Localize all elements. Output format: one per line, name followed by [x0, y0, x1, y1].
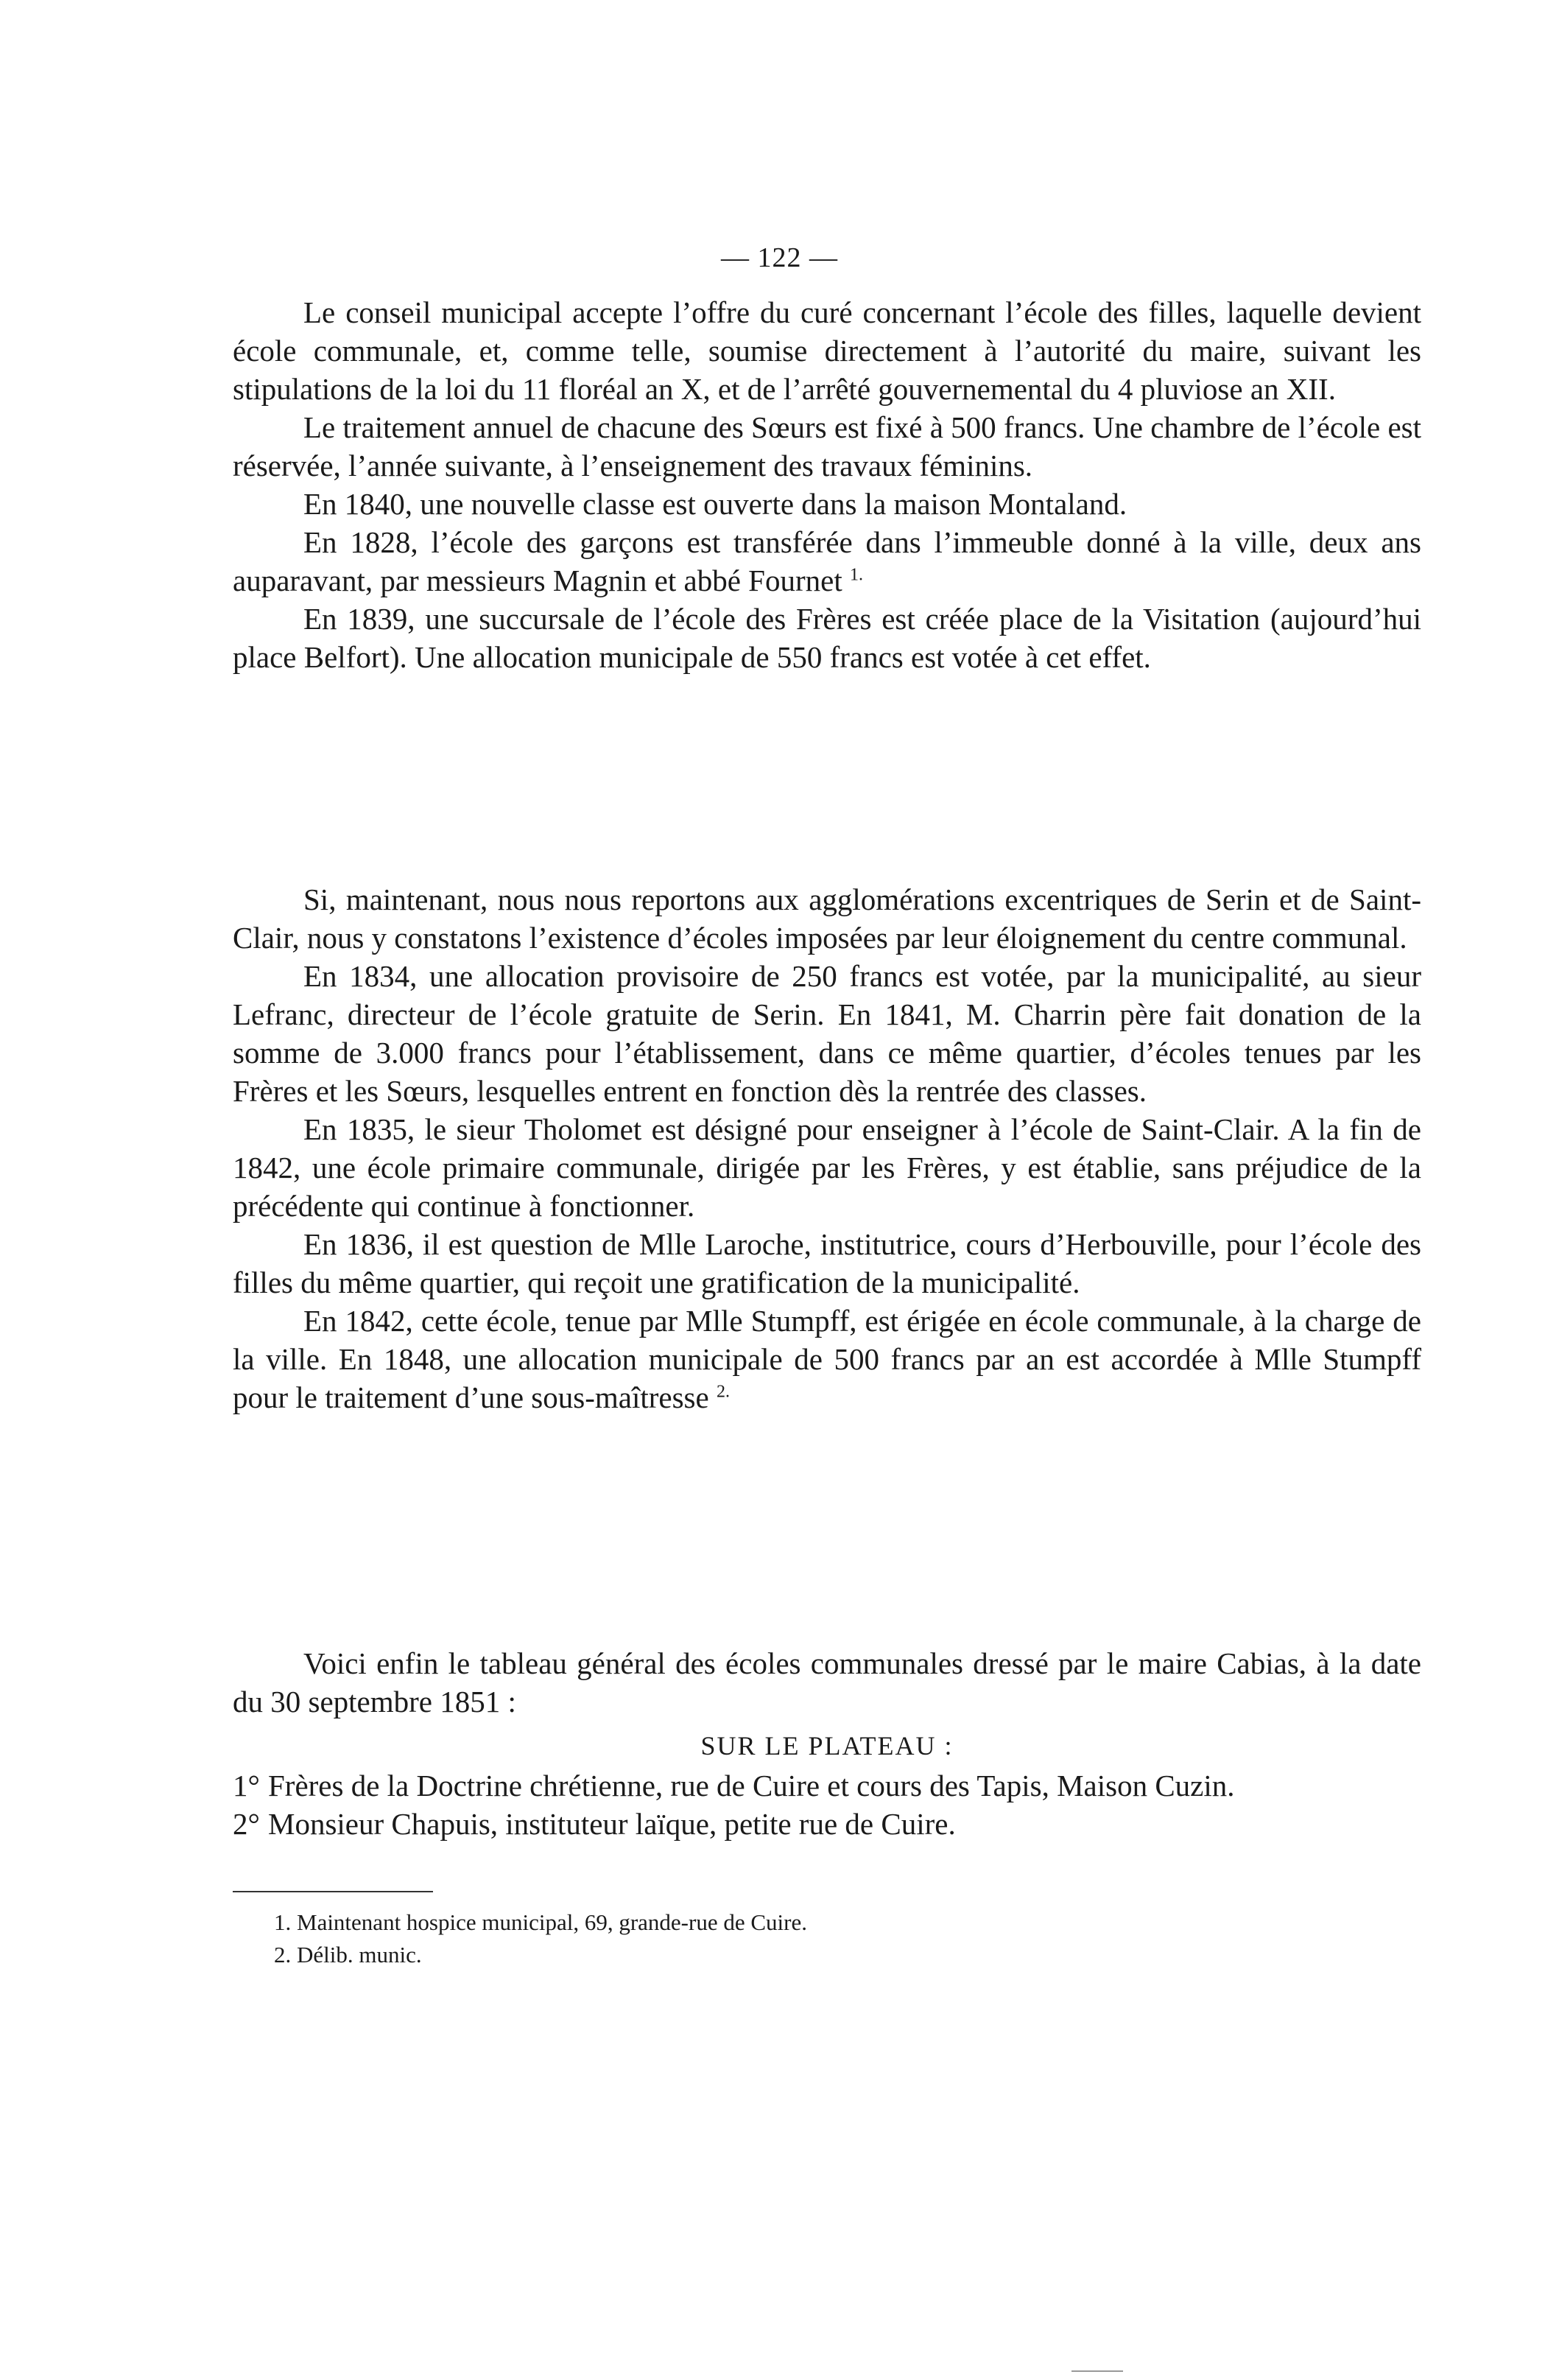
paragraph-group-school-table — [233, 1644, 1421, 1843]
paragraph-text: En 1842, cette école, tenue par Mlle Stumpff, est érigée en école communale, à la charge de la ville. En 1848, une allocation municipale de 500 francs par an est accordée à Mlle Stumpff pour le traitement d’une sous-maîtresse — [233, 1304, 1421, 1414]
paragraph: En 1834, une allocation provisoire de 250 francs est votée, par la municipalité, au sieur Lefranc, directeur de l’école gratuite de Serin. En 1841, M. Charrin père fait donation de la somme de 3.000 francs pour l’établissement, dans ce même quartier, d’écoles tenues par les Frères et les Sœurs, lesquelles entrent en fonction dès la rentrée des classes. — [233, 959, 1421, 1108]
paragraph-group-serin-saint-clair — [233, 880, 1421, 1417]
page-number: — 122 — — [721, 242, 838, 273]
section-heading: SUR LE PLATEAU : — [700, 1731, 954, 1761]
paragraph — [233, 1302, 1421, 1417]
footnote-reference: 1. — [849, 565, 863, 585]
list-item — [233, 1766, 1421, 1805]
footnotes — [233, 1906, 1264, 1971]
paragraph: En 1840, une nouvelle classe est ouverte dans la maison Montaland. — [303, 487, 1127, 521]
footnote: 1. Maintenant hospice municipal, 69, grande-rue de Cuire. — [274, 1909, 807, 1935]
page-edge-mark — [1071, 2370, 1123, 2372]
paragraph — [233, 523, 1421, 600]
list-item — [233, 1805, 1421, 1843]
footnote-reference: 2. — [716, 1382, 730, 1402]
list-item-number: 2° — [233, 1807, 260, 1841]
paragraph: En 1839, une succursale de l’école des Frères est créée place de la Visitation (aujourd’hui place Belfort). Une allocation municipale de 550 francs est votée à cet effet. — [233, 602, 1421, 674]
list-item-text: Frères de la Doctrine chrétienne, rue de Cuire et cours des Tapis, Maison Cuzin. — [268, 1769, 1235, 1802]
paragraph: En 1836, il est question de Mlle Laroche, institutrice, cours d’Herbouville, pour l’école des filles du même quartier, qui reçoit une gratification de la municipalité. — [233, 1227, 1421, 1299]
paragraph: Voici enfin le tableau général des écoles communales dressé par le maire Cabias, à la date du 30 septembre 1851 : — [233, 1646, 1421, 1719]
paragraph: En 1835, le sieur Tholomet est désigné pour enseigner à l’école de Saint-Clair. A la fin de 1842, une école primaire communale, dirigée par les Frères, y est établie, sans préjudice de la précédente qui continue à fonctionner. — [233, 1112, 1421, 1223]
list-item-number: 1° — [233, 1769, 260, 1802]
paragraph-text: En 1828, l’école des garçons est transférée dans l’immeuble donné à la ville, deux ans auparavant, par messieurs Magnin et abbé Fournet — [233, 525, 1421, 597]
paragraph: Si, maintenant, nous nous reportons aux agglomérations excentriques de Serin et de Saint-Clair, nous y constatons l’existence d’écoles imposées par leur éloignement du centre communal. — [233, 882, 1421, 955]
footnote-divider — [233, 1891, 433, 1892]
list-item-text: Monsieur Chapuis, instituteur laïque, petite rue de Cuire. — [268, 1807, 956, 1841]
footnote: 2. Délib. munic. — [274, 1942, 422, 1967]
paragraph: Le traitement annuel de chacune des Sœurs est fixé à 500 francs. Une chambre de l’école est réservée, l’année suivante, à l’enseignement des travaux féminins. — [233, 410, 1421, 482]
paragraph: Le conseil municipal accepte l’offre du curé concernant l’école des filles, laquelle devient école communale, et, comme telle, soumise directement à l’autorité du maire, suivant les stipulations de la loi du 11 floréal an X, et de l’arrêté gouvernemental du 4 pluviose an XII. — [233, 295, 1421, 406]
paragraph-group-plateau-schools — [233, 293, 1421, 676]
